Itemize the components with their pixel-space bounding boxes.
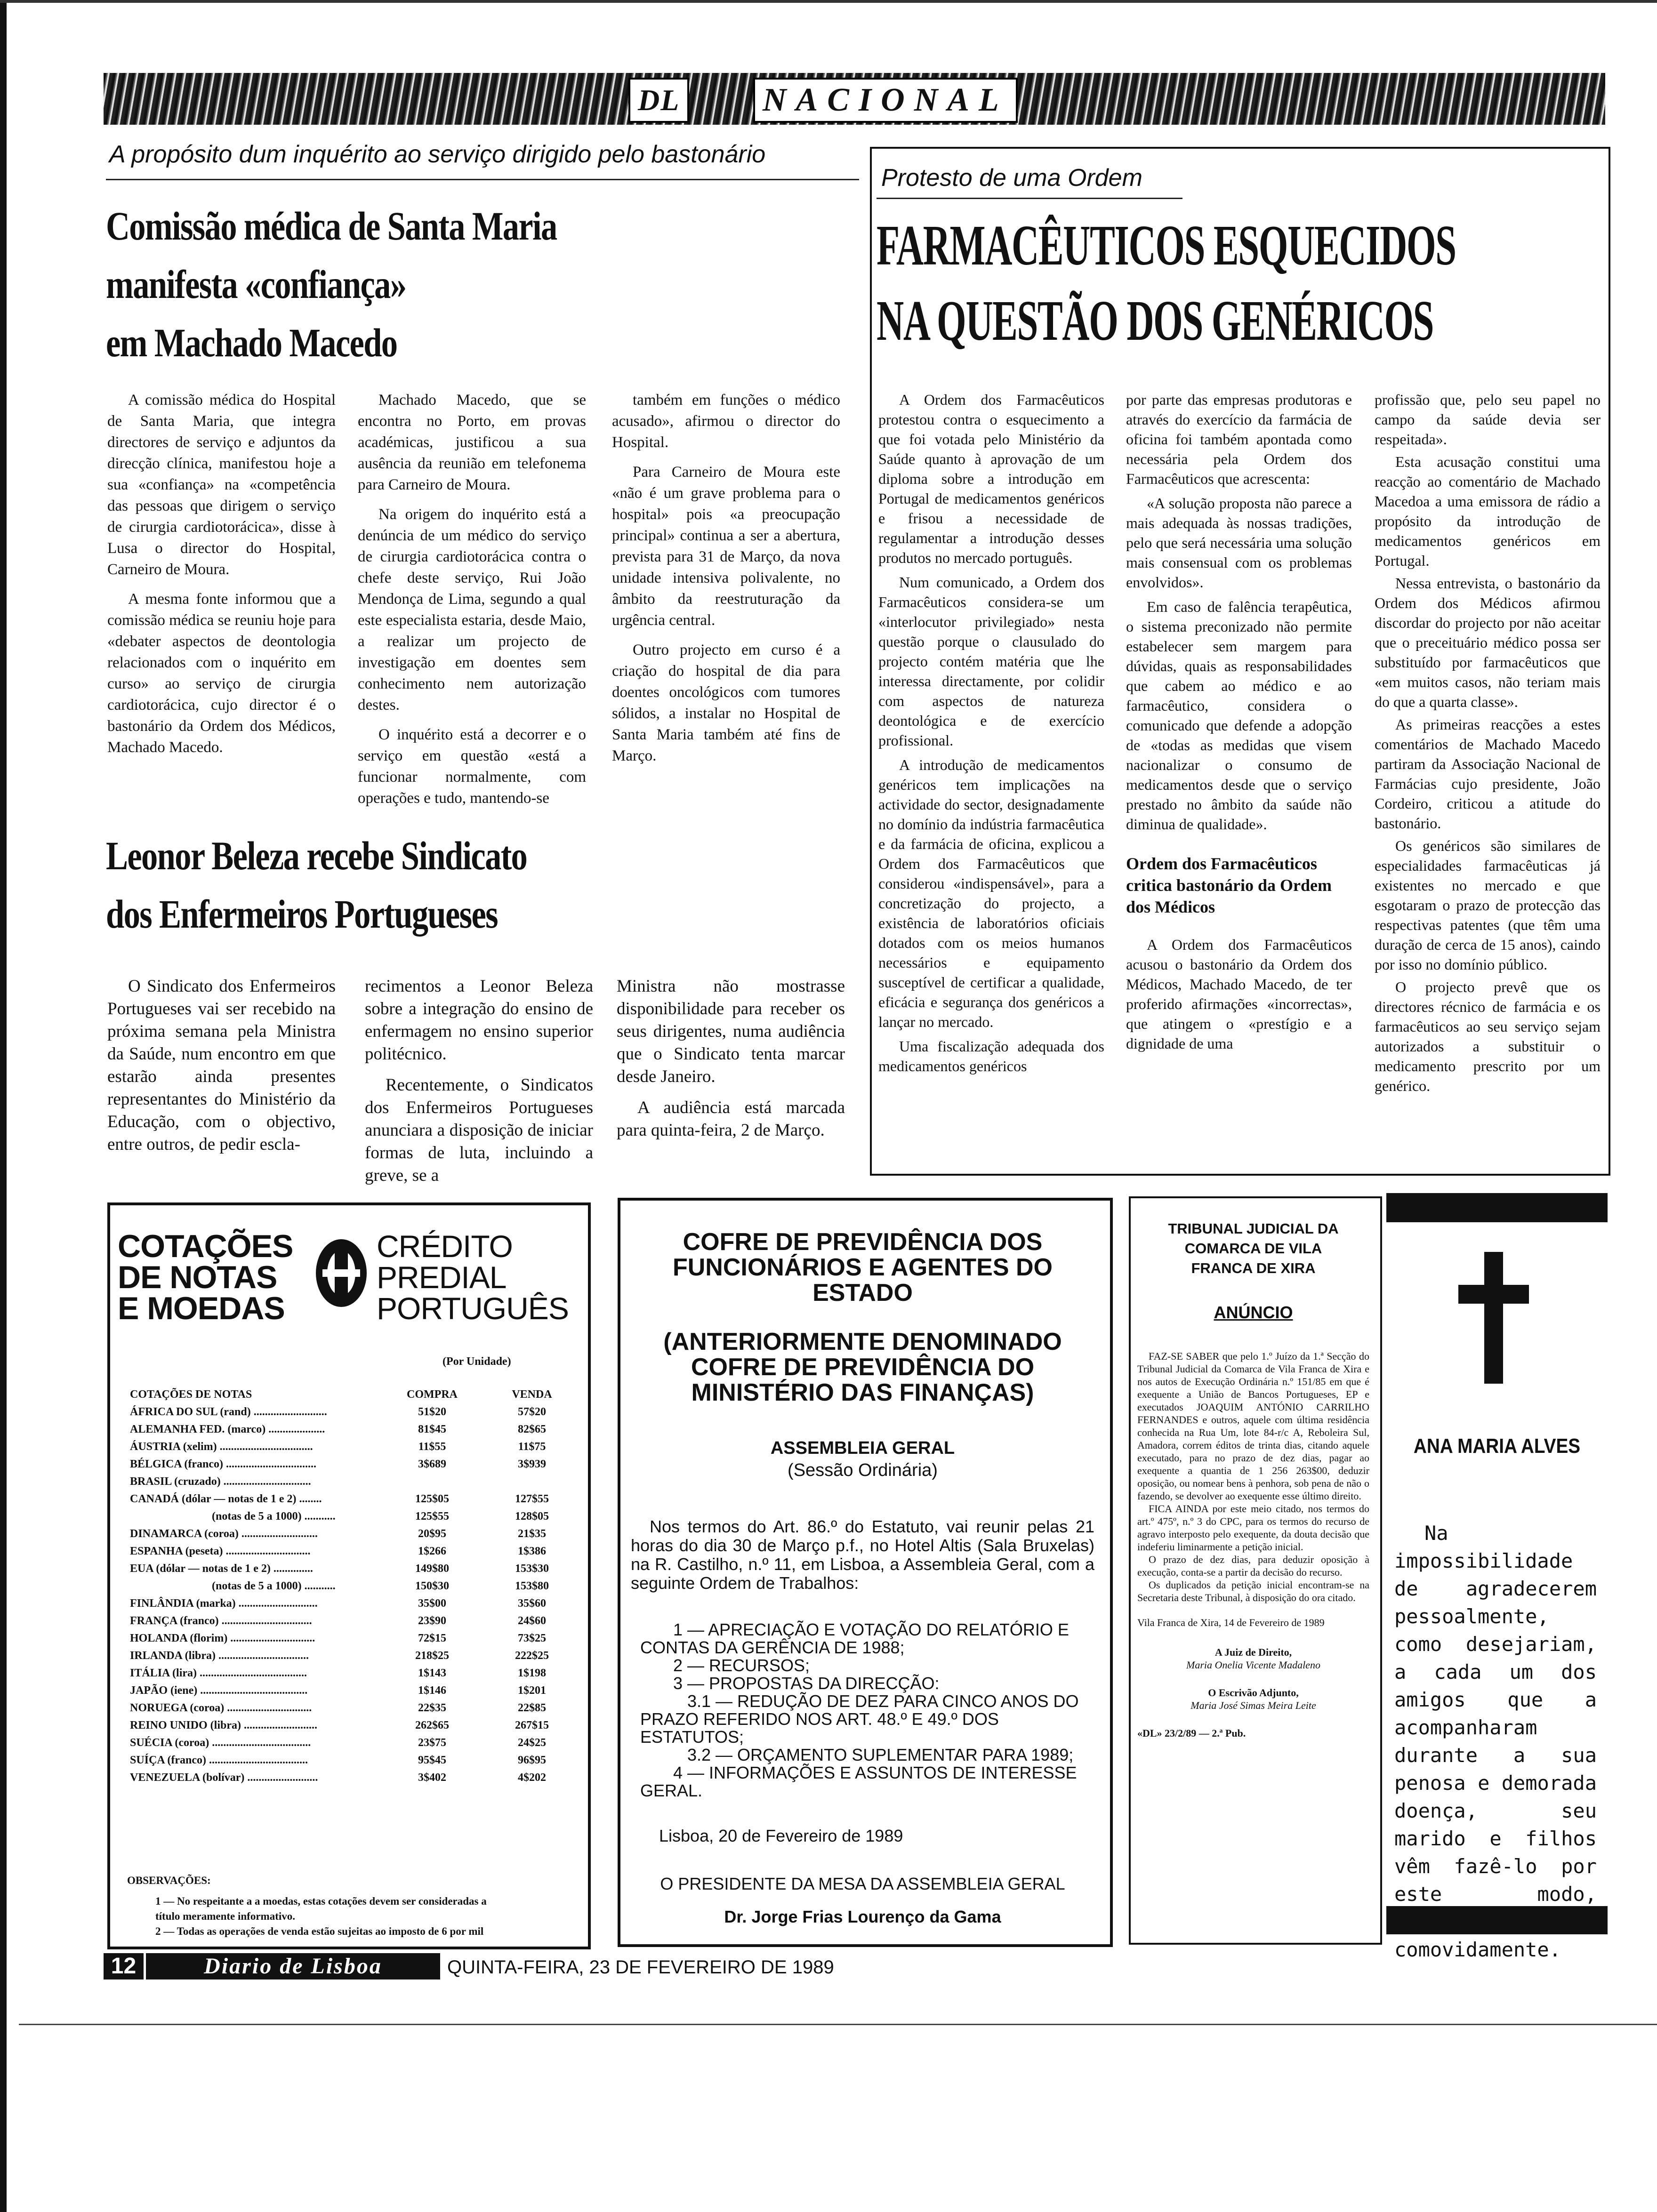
paragraph: O projecto prevê que os directores récnico de farmácia e os farmacêuticos ao seu serviço sejam autorizados a substituir o medicamento prescrito por um genérico.: [1375, 978, 1601, 1094]
rates-sell: 153$30: [515, 1563, 549, 1575]
obituary-name: ANA MARIA ALVES: [1413, 1435, 1581, 1458]
paragraph: A mesma fonte informou que a comissão médica se reuniu hoje para «debater aspectos de deontologia relacionados com o inquérito em curso» ao serviço de cirurgia cardiotorácica, cujo director é o bastonário da Ordem dos Médicos, Machado Macedo.: [107, 591, 336, 756]
tribunal-body: [1134, 1350, 1372, 1739]
rates-currency: CANADÁ (dólar — notas de 1 e 2) ........: [130, 1493, 322, 1505]
paragraph: O Sindicato dos Enfermeiros Portugueses vai ser recebido na próxima semana pela Ministra da Saúde, num encontro em que estarão ainda presentes representantes do Ministério da Educação, com o objectivo, entre outros, de pedir escla-: [107, 977, 336, 1154]
rates-currency: ALEMANHA FED. (marco) ....................: [130, 1423, 325, 1435]
article3-kicker: Protesto de uma Ordem: [881, 164, 1142, 192]
footer-rule: [19, 2024, 1657, 2025]
rates-buy: 3$402: [418, 1771, 446, 1784]
rates-currency: ITÁLIA (lira) ......................................: [130, 1667, 307, 1679]
rates-currency: DINAMARCA (coroa) ...........................: [130, 1528, 318, 1540]
rates-table-wrap: [127, 1386, 582, 1787]
rates-row: [127, 1595, 582, 1612]
article2-title-line: Leonor Beleza recebe Sindicato: [106, 833, 527, 878]
rates-sell: [482, 1473, 582, 1491]
paragraph: A introdução de medicamentos genéricos tem implicações na actividade do sector, designadamente no domínio da indústria farmacêutica e da farmácia de oficina, explicou a Ordem dos Farmacêuticos que considerou «indispensável», para a concretização do projecto, a existência de laboratórios oficiais dotados com os meios humanos necessários e equipamento susceptível de certificar a qualidade, eficácia e segurança dos genéricos a lançar no mercado.: [878, 756, 1104, 1030]
paragraph: Outro projecto em curso é a criação do hospital de dia para doentes oncológicos com tumores sólidos, a instalar no Hospital de Santa Maria também até fins de Março.: [612, 641, 840, 764]
paragraph: O inquérito está a decorrer e o serviço em questão «está a funcionar normalmente, com operações e tudo, mantendo-se: [358, 726, 586, 807]
rates-sell: 57$20: [518, 1406, 546, 1418]
section-title: NACIONAL: [753, 78, 1018, 123]
tribunal-place-date: Vila Franca de Xira, 14 de Fevereiro de 1989: [1137, 1617, 1325, 1628]
article3-kicker-rule: [877, 198, 1182, 199]
rates-row: [127, 1456, 582, 1473]
rates-sell: 222$25: [515, 1650, 549, 1662]
article3-title-line: NA QUESTÃO DOS GENÉRICOS: [877, 289, 1434, 353]
rates-buy: 218$25: [415, 1650, 449, 1662]
rates-currency: ÁUSTRIA (xelim) .................................: [130, 1441, 313, 1453]
rates-buy: 81$45: [418, 1423, 446, 1435]
cofre-title: COFRE DE PREVIDÊNCIA DOS FUNCIONÁRIOS E AGENTES DO ESTADO: [672, 1228, 1053, 1306]
rates-sell: 1$198: [518, 1667, 546, 1679]
rates-currency: NORUEGA (coroa) ..............................: [130, 1702, 312, 1714]
rates-row: [127, 1630, 582, 1647]
article3-title: [877, 208, 1601, 359]
paragraph: A comissão médica do Hospital de Santa Maria, que integra directores de serviço e adjuntos da direcção clínica, manifestou hoje a sua «confiança» na «competência das pessoas que dirigem o serviço de cirurgia cardiotorácica», disse à Lusa o director do Hospital, Carneiro de Moura.: [107, 392, 336, 578]
article1-title-line: manifesta «confiança»: [106, 262, 406, 307]
rates-row: [127, 1769, 582, 1787]
rates-row: [127, 1491, 582, 1508]
tribunal-title: TRIBUNAL JUDICIAL DA COMARCA DE VILA FRANCA DE XIRA: [1168, 1220, 1339, 1276]
rates-row: [127, 1508, 582, 1525]
rates-currency: JAPÃO (iene) ......................................: [130, 1684, 308, 1697]
cofre-content: [631, 1229, 1094, 1927]
tribunal-paragraph: FICA AINDA por este meio citado, nos termos do art.º 475º, n.º 3 do CPC, para os termos do recurso de agravo interposto pelo exequente, da douta decisão que indeferiu liminarmente a petição inicial.: [1137, 1503, 1369, 1553]
paragraph: «A solução proposta não parece a mais adequada às nossas tradições, pelo que será necessária uma solução mais consensual com os problemas envolvidos».: [1126, 495, 1352, 591]
article2-col3: [617, 975, 845, 1150]
rates-sell: 1$386: [518, 1545, 546, 1557]
paragraph: recimentos a Leonor Beleza sobre a integração do ensino de enfermagem no ensino superior politécnico.: [365, 977, 593, 1064]
rates-currency: ÁFRICA DO SUL (rand) ..........................: [130, 1406, 327, 1418]
cofre-signature-name: Dr. Jorge Frias Lourenço da Gama: [724, 1907, 1001, 1926]
rates-title-left: [118, 1228, 293, 1326]
article2-title-line: dos Enfermeiros Portugueses: [106, 891, 498, 937]
rates-header: COTAÇÕES DE NOTAS: [130, 1388, 252, 1401]
rates-row: [127, 1403, 582, 1421]
rates-sell: 96$95: [518, 1754, 546, 1766]
rates-currency: FINLÂNDIA (marka) ............................: [130, 1597, 318, 1610]
article1-title-line: em Machado Macedo: [106, 320, 397, 365]
rates-currency: REINO UNIDO (libra) ..........................: [130, 1719, 318, 1731]
paragraph: A audiência está marcada para quinta-feira, 2 de Março.: [617, 1098, 845, 1140]
rates-header: VENDA: [512, 1388, 552, 1401]
rates-sell: 24$60: [518, 1615, 546, 1627]
rates-currency: ESPANHA (peseta) ..............................: [130, 1545, 311, 1557]
rates-title-line: E MOEDAS: [118, 1290, 285, 1326]
article1-col1: [107, 390, 336, 767]
rates-buy: 3$689: [418, 1458, 446, 1470]
rates-buy: 23$90: [418, 1615, 446, 1627]
rates-buy: 125$55: [415, 1510, 449, 1523]
rates-row: [127, 1612, 582, 1630]
paragraph: profissão que, pelo seu papel no campo da saúde devia ser respeitada».: [1375, 391, 1601, 448]
article2-col1: [107, 975, 336, 1164]
rates-currency: BRASIL (cruzado) ...............................: [130, 1475, 311, 1488]
article1-col3: [612, 390, 840, 775]
cofre-session: (Sessão Ordinária): [788, 1460, 938, 1480]
cofre-item: 1 — APRECIAÇÃO E VOTAÇÃO DO RELATÓRIO E CONTAS DA GERÊNCIA DE 1988;: [640, 1620, 1069, 1657]
rates-buy: 1$266: [418, 1545, 446, 1557]
dl-logo: DL: [628, 78, 689, 123]
rates-sell: 153$80: [515, 1580, 549, 1592]
rates-unit: (Por Unidade): [442, 1355, 511, 1368]
rates-buy: 149$80: [415, 1563, 449, 1575]
rates-note: 1 — No respeitante a a moedas, estas cotações devem ser consideradas a título meramente informativo.: [155, 1895, 487, 1922]
rates-row: [127, 1473, 582, 1491]
cofre-intro: Nos termos do Art. 86.º do Estatuto, vai reunir pelas 21 horas do dia 30 de Março p.f., no Hotel Altis (Sala Bruxelas) na R. Castilho, n.º 11, em Lisboa, a Assembleia Geral, com a seguinte Ordem de Trabalhos:: [631, 1517, 1094, 1593]
rates-title-line: PREDIAL: [377, 1260, 507, 1295]
rates-currency: SUÉCIA (coroa) ...................................: [130, 1737, 311, 1749]
rates-sell: 4$202: [518, 1771, 546, 1784]
cofre-item: 4 — INFORMAÇÕES E ASSUNTOS DE INTERESSE GERAL.: [640, 1763, 1077, 1800]
rates-currency: SUÍÇA (franco) ...................................: [130, 1754, 308, 1766]
rates-row: [127, 1560, 582, 1578]
rates-row: [127, 1525, 582, 1543]
tribunal-heading: ANÚNCIO: [1214, 1303, 1293, 1322]
rates-currency: (notas de 5 a 1000) ...........: [212, 1580, 336, 1592]
paragraph: Esta acusação constitui uma reacção ao comentário de Machado Macedoa a uma emissora de rádio a propósito da introdução de medicamentos genéricos em Portugal.: [1375, 453, 1601, 569]
rates-buy: 22$35: [418, 1702, 446, 1714]
rates-sell: 24$25: [518, 1737, 546, 1749]
cofre-date: Lisboa, 20 de Fevereiro de 1989: [659, 1826, 903, 1845]
top-border: [0, 0, 1657, 3]
rates-title-right: [377, 1231, 569, 1324]
paragraph: As primeiras reacções a estes comentários de Machado Macedo partiram da Associação Nacional de Farmácias cujo presidente, João Cordeiro, criticou a atitude do bastonário.: [1375, 716, 1601, 832]
rates-buy: 262$65: [415, 1719, 449, 1731]
cofre-item: 3.1 — REDUÇÃO DE DEZ PARA CINCO ANOS DO PRAZO REFERIDO NOS ART. 48.º E 49.º DOS ESTATUTOS;: [640, 1691, 1079, 1747]
article2-col2: [365, 975, 593, 1195]
rates-buy: 1$143: [418, 1667, 446, 1679]
tribunal-paragraph: FAZ-SE SABER que pelo 1.º Juízo da 1.ª Secção do Tribunal Judicial da Comarca de Vila Franca de Xira e nos autos de Execução Ordinária n.º 151/85 em que é exequente a União de Bancos Portugueses, EP e executados JOAQUIM ANTÓNIO CARRILHO FERNANDES e outros, aquele com última residência conhecida na Rua Um, lote 84-r/c A, Reboleira Sul, Amadora, correm éditos de trinta dias, citando aquele executado, para no prazo de dez dias, pagar ao exequente a quantia de 1 256 263$00, deduzir oposição, ou nomear bens à penhora, sob pena de não o fazendo, se devolver ao exequente esse último direito.: [1137, 1350, 1369, 1502]
rates-buy: [382, 1473, 482, 1491]
rates-title-line: PORTUGUÊS: [377, 1291, 569, 1326]
rates-currency: BÉLGICA (franco) ................................: [130, 1458, 316, 1470]
rates-buy: 51$20: [418, 1406, 446, 1418]
rates-sell: 22$85: [518, 1702, 546, 1714]
paragraph: Na origem do inquérito está a denúncia de um médico do serviço de cirurgia cardiotorácica contra o chefe deste serviço, Rui João Mendonça de Lima, segundo a qual este especialista estaria, desde Maio, a realizar um projecto de investigação em doentes sem conhecimento nem autorização destes.: [358, 506, 586, 713]
rates-row: [127, 1438, 582, 1456]
rates-buy: 11$55: [418, 1441, 446, 1453]
tribunal-clerk-title: O Escrivão Adjunto,: [1208, 1687, 1299, 1699]
rates-row: [127, 1665, 582, 1682]
article3-title-line: FARMACÊUTICOS ESQUECIDOS: [877, 214, 1456, 277]
paragraph: também em funções o médico acusado», afirmou o director do Hospital.: [612, 392, 840, 451]
rates-buy: 95$45: [418, 1754, 446, 1766]
rates-sell: 1$201: [518, 1684, 546, 1697]
rates-buy: 125$05: [415, 1493, 449, 1505]
rates-table: [127, 1386, 582, 1787]
cofre-item: 2 — RECURSOS;: [673, 1656, 810, 1675]
rates-currency: (notas de 5 a 1000) ...........: [212, 1510, 336, 1523]
rates-header-row: [127, 1386, 582, 1403]
paragraph: Nessa entrevista, o bastonário da Ordem dos Médicos afirmou discordar do projecto por não aceitar que o preceituário médico possa ser substituído por farmacêuticos que «em muitos casos, não teriam mais do que a quarta classe».: [1375, 575, 1601, 710]
rates-notes: [127, 1873, 570, 1939]
paragraph: Para Carneiro de Moura este «não é um grave problema para o hospital» pois «a preocupação principal» continua a ser a abertura, prevista para 31 de Março, da nova unidade intensiva polivalente, no âmbito da reestruturação da urgência central.: [612, 464, 840, 629]
paragraph: A Ordem dos Farmacêuticos protestou contra o esquecimento a que foi votada pelo Ministério da Saúde quanto à aprovação de um diploma sobre a introdução em Portugal de medicamentos genéricos e frisou a necessidade de regulamentar a introdução desses produtos no mercado português.: [878, 391, 1104, 566]
tribunal-content: [1134, 1219, 1372, 1739]
rates-row: [127, 1717, 582, 1734]
rates-buy: 72$15: [418, 1632, 446, 1644]
article1-col2: [358, 390, 586, 817]
rates-row: [127, 1752, 582, 1769]
obituary-top-bar: [1386, 1193, 1608, 1222]
tribunal-clerk-name: Maria José Simas Meira Leite: [1190, 1699, 1316, 1711]
footer-page-badge: [104, 1953, 144, 1980]
footer-paper-badge: [146, 1953, 440, 1980]
rates-row: [127, 1699, 582, 1717]
article1-title: [106, 197, 859, 372]
page-number: 12: [111, 1954, 137, 1979]
rates-note: 2 — Todas as operações de venda estão sujeitas ao imposto de 6 por mil: [155, 1925, 484, 1937]
rates-header: COMPRA: [407, 1388, 458, 1401]
rates-row: [127, 1734, 582, 1752]
paragraph: A Ordem dos Farmacêuticos acusou o bastonário da Ordem dos Médicos, Machado Macedo, de ter proferido afirmações «incorrectas», que atingem o «prestígio e a dignidade de uma: [1126, 936, 1352, 1052]
cofre-items: [631, 1621, 1094, 1800]
rates-title-line: DE NOTAS: [118, 1259, 277, 1295]
paragraph: Em caso de falência terapêutica, o sistema preconizado não permite estabelecer sem margem para dúvidas, quais as responsabilidades que cabem ao médico e ao farmacêutico, considera o comunicado que defende a adopção de «todas as medidas que visem nacionalizar o consumo de medicamentos desde que o serviço prestado no âmbito da saúde não diminua de qualidade».: [1126, 598, 1352, 833]
rates-buy: 1$146: [418, 1684, 446, 1697]
paragraph: Machado Macedo, que se encontra no Porto, em provas académicas, justificou a sua ausência da reunião em telefonema para Carneiro de Moura.: [358, 392, 586, 493]
cofre-item: 3.2 — ORÇAMENTO SUPLEMENTAR PARA 1989;: [687, 1745, 1074, 1764]
section-banner: [104, 73, 1605, 125]
tribunal-judge-name: Maria Onelia Vicente Madaleno: [1186, 1659, 1320, 1671]
rates-sell: 73$25: [518, 1632, 546, 1644]
paragraph: Ministra não mostrasse disponibilidade para receber os seus dirigentes, numa audiência que o Sindicato tenta marcar desde Janeiro.: [617, 977, 845, 1086]
rates-buy: 150$30: [415, 1580, 449, 1592]
paragraph: Num comunicado, a Ordem dos Farmacêuticos considera-se um «interlocutor privilegiado» nesta questão porque o clausulado do projecto contém matéria que lhe interessa directamente, por colidir com aspectos de natureza deontológica e de exercício profissional.: [878, 574, 1104, 749]
article3-col3: [1375, 390, 1601, 1098]
cofre-item: 3 — PROPOSTAS DA DIRECÇÃO:: [673, 1674, 940, 1693]
cofre-assembly: ASSEMBLEIA GERAL: [770, 1438, 955, 1458]
article1-kicker: A propósito dum inquérito ao serviço dirigido pelo bastonário: [109, 141, 766, 168]
footer-date: QUINTA-FEIRA, 23 DE FEVEREIRO DE 1989: [447, 1957, 834, 1978]
rates-sell: 3$939: [518, 1458, 546, 1470]
rates-currency: HOLANDA (florim) ..............................: [130, 1632, 315, 1644]
obituary-bottom-bar: [1386, 1906, 1608, 1934]
rates-sell: 82$65: [518, 1423, 546, 1435]
rates-sell: 35$60: [518, 1597, 546, 1610]
tribunal-judge-title: A Juiz de Direito,: [1215, 1646, 1292, 1658]
rates-row: [127, 1421, 582, 1438]
cofre-signature-title: O PRESIDENTE DA MESA DA ASSEMBLEIA GERAL: [660, 1874, 1065, 1893]
rates-sell: 11$75: [518, 1441, 546, 1453]
rates-row: [127, 1647, 582, 1665]
article3-subhead: Ordem dos Farmacêuticos critica bastonário da Ordem dos Médicos: [1126, 854, 1332, 916]
tribunal-paragraph: O prazo de dez dias, para deduzir oposição à execução, conta-se a partir da decisão do recurso.: [1137, 1554, 1369, 1578]
rates-currency: FRANÇA (franco) ................................: [130, 1615, 312, 1627]
tribunal-pub: «DL» 23/2/89 — 2.ª Pub.: [1137, 1727, 1246, 1739]
rates-sell: 21$35: [518, 1528, 546, 1540]
rates-row: [127, 1682, 582, 1699]
left-border: [0, 0, 7, 2212]
article1-title-line: Comissão médica de Santa Maria: [106, 203, 557, 248]
rates-currency: EUA (dólar — notas de 1 e 2) ..............: [130, 1563, 313, 1575]
paragraph: Uma fiscalização adequada dos medicamentos genéricos: [878, 1038, 1104, 1074]
rates-sell: 127$55: [515, 1493, 549, 1505]
cofre-subtitle: (ANTERIORMENTE DENOMINADO COFRE DE PREVIDÊNCIA DO MINISTÉRIO DAS FINANÇAS): [663, 1328, 1062, 1406]
paragraph: Os genéricos são similares de especialidades farmacêuticas já existentes no mercado e que esgotaram o prazo de protecção das respectivas patentes (que têm uma duração de cerca de 15 anos), caindo por isso no domínio público.: [1375, 837, 1601, 973]
article2-title: [106, 826, 859, 943]
rates-sell: 267$15: [515, 1719, 549, 1731]
article1-rule: [106, 179, 859, 180]
paper-name: Diario de Lisboa: [204, 1954, 382, 1979]
paragraph: Recentemente, o Sindicatos dos Enfermeiros Portugueses anunciara a disposição de iniciar formas de luta, incluindo a greve, se a: [365, 1075, 593, 1185]
rates-notes-title: OBSERVAÇÕES:: [127, 1875, 211, 1886]
tribunal-paragraph: Os duplicados da petição inicial encontram-se na Secretaria deste Tribunal, à disposição do ora citado.: [1137, 1579, 1369, 1603]
cross-icon: [1458, 1252, 1529, 1384]
rates-buy: 20$95: [418, 1528, 446, 1540]
rates-row: [127, 1543, 582, 1560]
article3-col1: [878, 390, 1104, 1081]
paragraph: por parte das empresas produtoras e através do exercício da farmácia de oficina foi também apontada como necessária pela Ordem dos Farmacêuticos que acrescenta:: [1126, 391, 1352, 487]
rates-currency: IRLANDA (libra) ................................: [130, 1650, 309, 1662]
rates-title-line: CRÉDITO: [377, 1229, 513, 1264]
rates-title-line: COTAÇÕES: [118, 1228, 293, 1264]
obituary-text: Na impossibilidade de agradecerem pessoalmente, como desejariam, a cada um dos amigos que a acompanharam durante a sua penosa e demorada doença, seu marido e filhos vêm fazê-lo por este modo, comovidamente.: [1394, 1522, 1597, 1961]
rates-buy: 35$00: [418, 1597, 446, 1610]
rates-sell: 128$05: [515, 1510, 549, 1523]
rates-row: [127, 1578, 582, 1595]
rates-buy: 23$75: [418, 1737, 446, 1749]
bank-logo-icon: [313, 1235, 370, 1311]
rates-currency: VENEZUELA (bolívar) .........................: [130, 1771, 318, 1784]
article3-col2: [1126, 390, 1352, 1062]
